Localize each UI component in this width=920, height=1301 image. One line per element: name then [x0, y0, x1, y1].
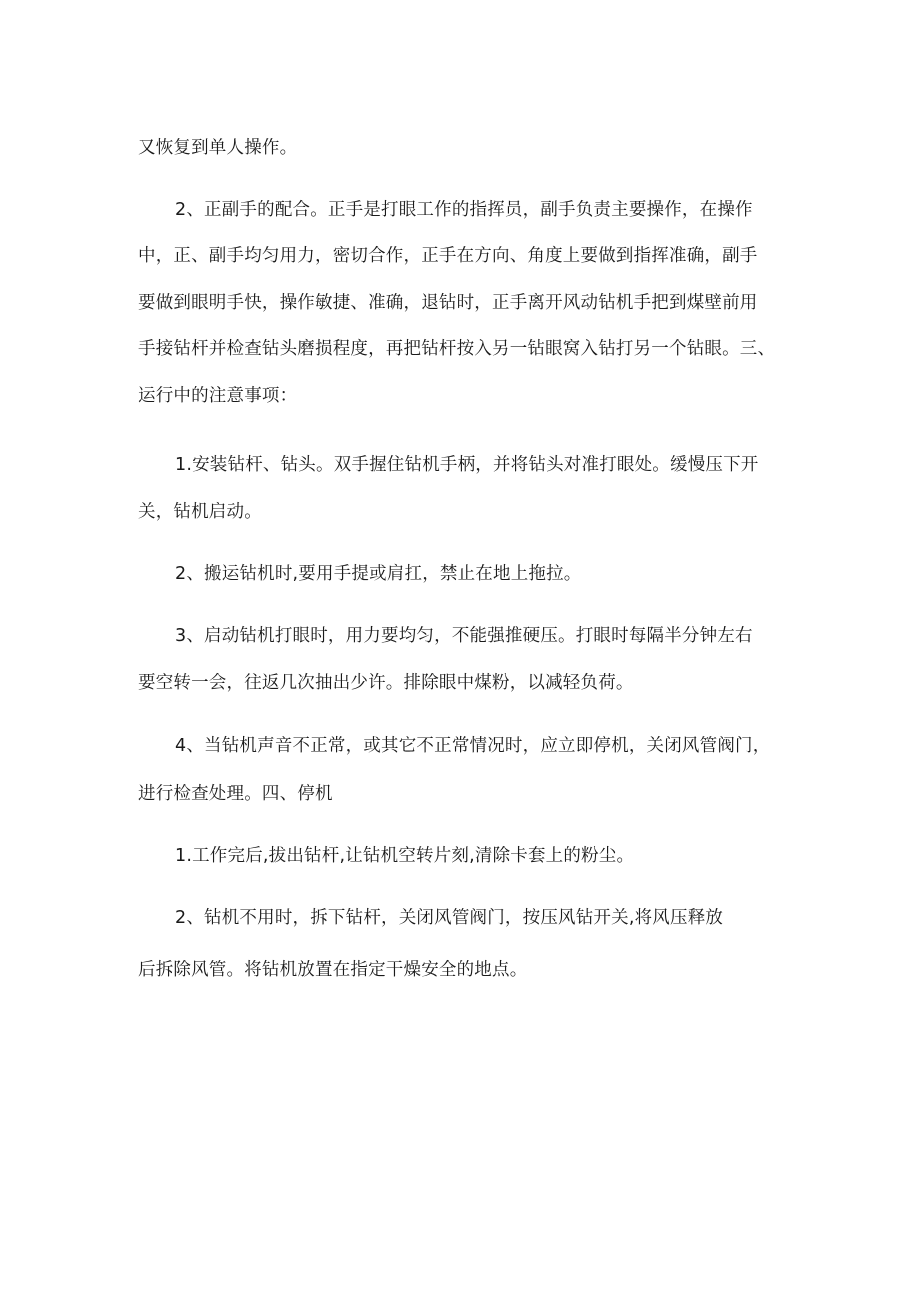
text-line: 关，钻机启动。	[138, 502, 262, 522]
text-line: 要做到眼明手快，操作敏捷、准确，退钻时，正手离开风动钻机手把到煤壁前用	[138, 293, 758, 313]
text-line: 1.安装钻杆、钻头。双手握住钻机手柄，并将钻头对准打眼处。缓慢压下开	[175, 455, 759, 475]
text-line: 2、正副手的配合。正手是打眼工作的指挥员，副手负责主要操作，在操作	[175, 200, 753, 220]
text-line: 中，正、副手均匀用力，密切合作，正手在方向、角度上要做到指挥准确，副手	[138, 246, 758, 266]
text-line: 进行检查处理。四、停机	[138, 784, 333, 804]
text-line: 4、当钻机声音不正常，或其它不正常情况时，应立即停机，关闭风管阀门，	[175, 736, 771, 756]
text-line: 后拆除风管。将钻机放置在指定干燥安全的地点。	[138, 960, 528, 980]
text-line: 又恢复到单人操作。	[138, 138, 298, 158]
text-line: 要空转一会，往返几次抽出少许。排除眼中煤粉，以减轻负荷。	[138, 673, 634, 693]
text-line: 手接钻杆并检查钻头磨损程度，再把钻杆按入另一钻眼窝入钻打另一个钻眼。三、	[138, 339, 776, 359]
text-line: 运行中的注意事项：	[138, 386, 298, 406]
text-line: 2、搬运钻机时,要用手提或肩扛，禁止在地上拖拉。	[175, 564, 582, 584]
text-line: 2、钻机不用时，拆下钻杆，关闭风管阀门，按压风钻开关,将风压释放	[175, 908, 724, 928]
text-line: 3、启动钻机打眼时，用力要均匀，不能强推硬压。打眼时每隔半分钟左右	[175, 626, 753, 646]
text-line: 1.工作完后,拔出钻杆,让钻机空转片刻,清除卡套上的粉尘。	[175, 846, 635, 866]
